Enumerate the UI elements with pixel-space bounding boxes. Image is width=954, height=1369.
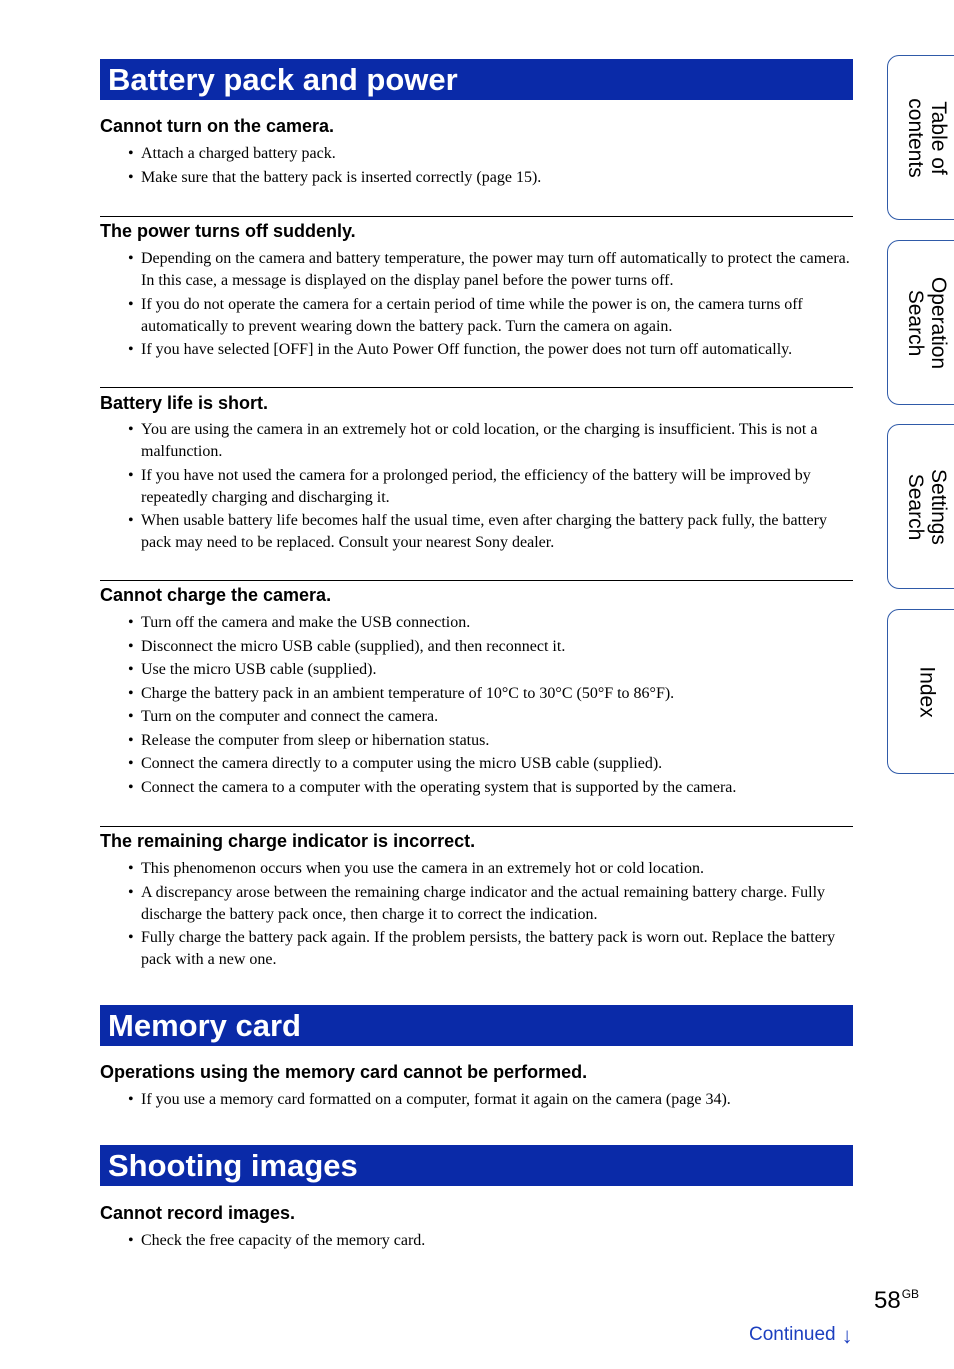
divider bbox=[100, 826, 853, 827]
list-item: • Make sure that the battery pack is inserted correctly (page 15). bbox=[128, 167, 856, 189]
topic-heading: Cannot charge the camera. bbox=[100, 585, 332, 605]
list-item: • Release the computer from sleep or hibernation status. bbox=[128, 730, 856, 752]
list-item: • You are using the camera in an extremely hot or cold location, or the charging is insufficient. This is not a malfunction. bbox=[128, 419, 856, 463]
list-item: • Fully charge the battery pack again. If the problem persists, the battery pack is worn out. Replace the battery pack with a new one. bbox=[128, 927, 856, 971]
section-title-shooting: Shooting images bbox=[100, 1145, 853, 1186]
page-number: $58^{GB}$ bbox=[874, 1287, 920, 1314]
tab-label: Index bbox=[915, 665, 939, 718]
section-title-battery: Battery pack and power bbox=[100, 59, 853, 100]
list-item: • Use the micro USB cable (supplied). bbox=[128, 659, 856, 681]
divider bbox=[100, 216, 853, 217]
list-item: • Connect the camera to a computer with the operating system that is supported by the camera. bbox=[128, 777, 856, 799]
list-item: • Turn off the camera and make the USB connection. bbox=[128, 612, 856, 634]
bullet-list bbox=[128, 143, 856, 190]
bullet-list bbox=[128, 248, 856, 363]
list-item: • A discrepancy arose between the remaining charge indicator and the actual remaining battery charge. Fully discharge the battery pack once, then charge it to correct the indication. bbox=[128, 882, 856, 926]
divider bbox=[100, 387, 853, 388]
bullet-list bbox=[128, 858, 856, 973]
tab-label: Table of contents bbox=[904, 97, 950, 178]
topic-heading: Operations using the memory card cannot be performed. bbox=[100, 1062, 588, 1082]
list-item: • Turn on the computer and connect the camera. bbox=[128, 706, 856, 728]
list-item: • Check the free capacity of the memory card. bbox=[128, 1230, 856, 1252]
tab-label: Operation Search bbox=[904, 276, 950, 369]
list-item: • Depending on the camera and battery temperature, the power may turn off automatically to protect the camera. In this case, a message is displayed on the display panel before the power turns off. bbox=[128, 248, 856, 292]
tab-label: Settings Search bbox=[904, 468, 950, 545]
tab-table-of-contents[interactable] bbox=[887, 55, 954, 220]
list-item: • When usable battery life becomes half the usual time, even after charging the battery pack fully, the battery pack may need to be replaced. Consult your nearest Sony dealer. bbox=[128, 510, 856, 554]
tab-index[interactable] bbox=[887, 609, 954, 774]
section-title-memory: Memory card bbox=[100, 1005, 853, 1046]
list-item: • If you have not used the camera for a prolonged period, the efficiency of the battery will be improved by repeatedly charging and discharging it. bbox=[128, 465, 856, 509]
list-item: • Disconnect the micro USB cable (supplied), and then reconnect it. bbox=[128, 636, 856, 658]
topic-heading: Cannot record images. bbox=[100, 1203, 296, 1223]
tab-operation-search[interactable] bbox=[887, 240, 954, 405]
bullet-list bbox=[128, 1089, 856, 1113]
topic-heading: The power turns off suddenly. bbox=[100, 221, 356, 241]
list-item: • If you do not operate the camera for a certain period of time while the power is on, the camera turns off automatically to prevent wearing down the battery pack. Turn the camera on again. bbox=[128, 294, 856, 338]
topic-heading: Cannot turn on the camera. bbox=[100, 116, 335, 136]
list-item: • If you use a memory card formatted on a computer, format it again on the camera (page 34). bbox=[128, 1089, 856, 1111]
list-item: • Connect the camera directly to a computer using the micro USB cable (supplied). bbox=[128, 753, 856, 775]
tab-settings-search[interactable] bbox=[887, 424, 954, 589]
bullet-list bbox=[128, 612, 856, 800]
bullet-list bbox=[128, 419, 856, 556]
list-item: • Charge the battery pack in an ambient temperature of 10°C to 30°C (50°F to 86°F). bbox=[128, 683, 856, 705]
list-item: • This phenomenon occurs when you use the camera in an extremely hot or cold location. bbox=[128, 858, 856, 880]
topic-heading: Battery life is short. bbox=[100, 393, 269, 413]
list-item: • If you have selected [OFF] in the Auto Power Off function, the power does not turn off automatically. bbox=[128, 339, 856, 361]
continued-label: Continued bbox=[749, 1324, 836, 1345]
continued-link[interactable] bbox=[749, 1324, 853, 1346]
page-suffix: GB bbox=[901, 1287, 920, 1301]
list-item: • Attach a charged battery pack. bbox=[128, 143, 856, 165]
divider bbox=[100, 580, 853, 581]
arrow-down-icon: ↓ bbox=[841, 1322, 853, 1348]
bullet-list bbox=[128, 1230, 856, 1254]
topic-heading: The remaining charge indicator is incorrect. bbox=[100, 831, 476, 851]
